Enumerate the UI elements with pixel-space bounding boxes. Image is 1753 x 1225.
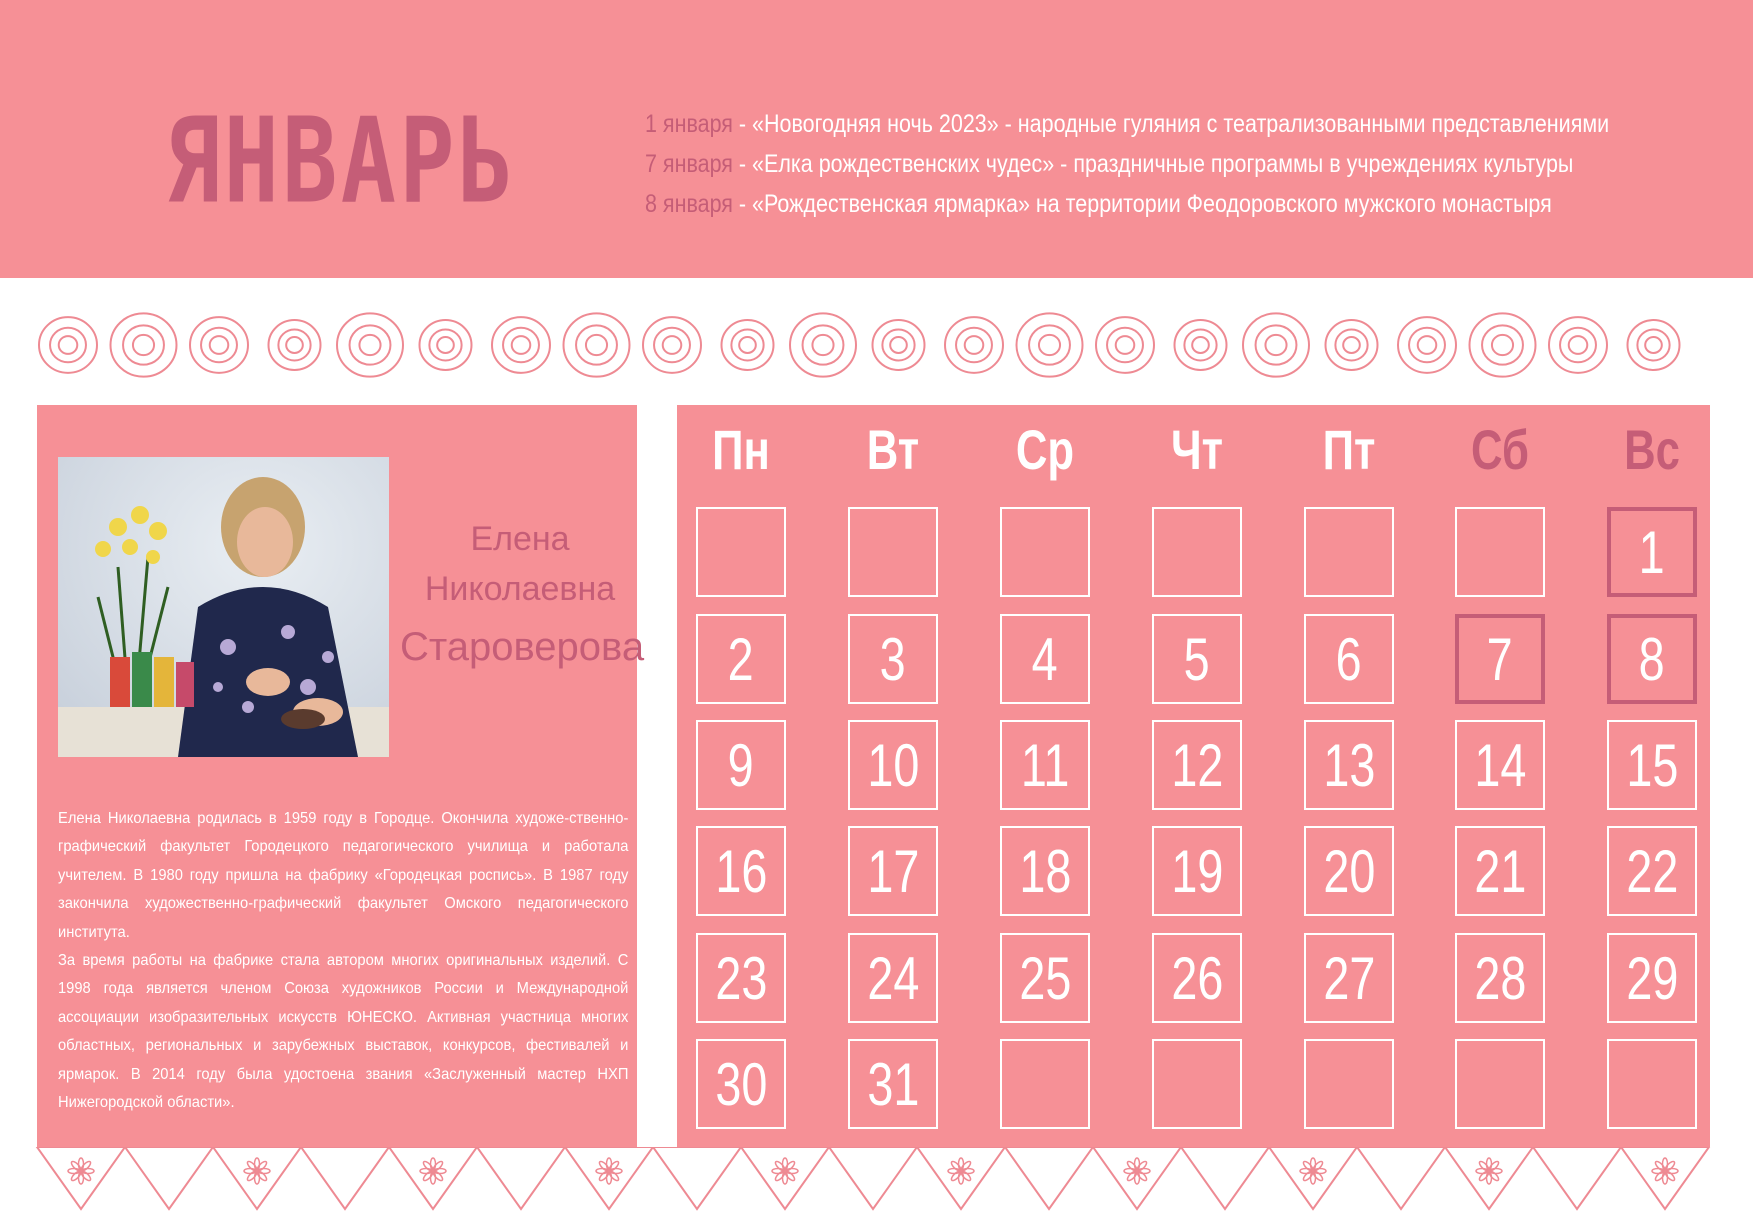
day-cell [848, 614, 938, 704]
triangle-ornament [125, 1147, 213, 1209]
empty-day-cell [1455, 1039, 1545, 1129]
day-cell [696, 1039, 786, 1129]
day-number: 30 [714, 1050, 768, 1118]
triangle-ornament [653, 1147, 741, 1209]
circle-ornament [945, 317, 1003, 373]
day-number: 17 [866, 837, 920, 905]
triangle-ornament [1005, 1147, 1093, 1209]
circle-ornament [1549, 317, 1607, 373]
empty-day-cell [848, 507, 938, 597]
day-number: 24 [866, 944, 920, 1012]
event-line [645, 190, 1552, 219]
day-cell [1000, 720, 1090, 810]
triangle-ornament [1621, 1147, 1709, 1209]
circle-ornament [269, 320, 321, 370]
day-cell [848, 826, 938, 916]
day-number: 10 [866, 731, 920, 799]
circle-ornament [564, 313, 630, 376]
day-cell [848, 933, 938, 1023]
day-cell [696, 826, 786, 916]
circle-ornament [1470, 313, 1536, 376]
event-text: - «Рождественская ярмарка» на территории Феодоровского мужского монастыря [732, 190, 1552, 218]
triangle-ornament [565, 1147, 653, 1209]
circle-ornament [1398, 317, 1456, 373]
event-date: 8 января [645, 190, 733, 218]
day-number: 6 [1335, 625, 1363, 693]
event-date: 7 января [645, 150, 733, 178]
triangle-ornament [213, 1147, 301, 1209]
empty-day-cell [1455, 507, 1545, 597]
day-cell [1455, 614, 1545, 704]
circle-ornament [1243, 313, 1309, 376]
circle-ornament [190, 317, 248, 373]
weekday-label: Чт [1170, 418, 1224, 481]
circle-ornament [873, 320, 925, 370]
circle-ornament [1175, 320, 1227, 370]
day-cell [848, 1039, 938, 1129]
day-cell [696, 720, 786, 810]
day-cell [1304, 933, 1394, 1023]
circle-ornament [337, 313, 403, 376]
triangle-ornament [301, 1147, 389, 1209]
day-cell [1152, 614, 1242, 704]
circle-ornament [722, 320, 774, 370]
circle-ornament-border [0, 300, 1753, 390]
artist-photo [58, 457, 389, 757]
day-number: 2 [727, 625, 755, 693]
day-number: 27 [1322, 944, 1376, 1012]
day-cell [1152, 826, 1242, 916]
day-cell [1152, 720, 1242, 810]
day-cell [1152, 933, 1242, 1023]
event-date: 1 января [645, 110, 733, 138]
empty-day-cell [1304, 1039, 1394, 1129]
triangle-ornament-border [0, 1147, 1753, 1217]
day-cell [1607, 614, 1697, 704]
weekday-label: Пн [712, 418, 770, 481]
day-cell [1000, 826, 1090, 916]
empty-day-cell [1304, 507, 1394, 597]
empty-day-cell [1152, 507, 1242, 597]
artist-surname: Староверова [400, 625, 645, 669]
day-number: 1 [1638, 518, 1666, 586]
triangle-ornament [1093, 1147, 1181, 1209]
day-cell [1607, 720, 1697, 810]
day-number: 25 [1018, 944, 1072, 1012]
triangle-ornament [477, 1147, 565, 1209]
empty-day-cell [1152, 1039, 1242, 1129]
weekday-label: Вт [866, 418, 920, 481]
circle-ornament [1326, 320, 1378, 370]
empty-day-cell [1000, 1039, 1090, 1129]
day-number: 7 [1486, 625, 1514, 693]
event-line [645, 150, 1573, 179]
event-line [645, 110, 1609, 139]
day-cell [1304, 614, 1394, 704]
day-number: 29 [1625, 944, 1679, 1012]
artist-patronymic: Николаевна [424, 570, 616, 608]
day-number: 9 [727, 731, 755, 799]
triangle-ornament [917, 1147, 1005, 1209]
artist-first-name: Елена [470, 520, 570, 558]
day-number: 26 [1170, 944, 1224, 1012]
circle-ornament [1096, 317, 1154, 373]
day-number: 23 [714, 944, 768, 1012]
event-text: - «Елка рождественских чудес» - праздничные программы в учреждениях культуры [732, 150, 1574, 178]
day-number: 4 [1031, 625, 1059, 693]
triangle-ornament [1181, 1147, 1269, 1209]
day-number: 18 [1018, 837, 1072, 905]
day-cell [1607, 507, 1697, 597]
circle-ornament [643, 317, 701, 373]
day-cell [848, 720, 938, 810]
day-cell [1455, 933, 1545, 1023]
triangle-ornament [389, 1147, 477, 1209]
day-number: 12 [1170, 731, 1224, 799]
day-cell [1607, 826, 1697, 916]
triangle-ornament [1357, 1147, 1445, 1209]
triangle-ornament [1533, 1147, 1621, 1209]
day-number: 21 [1473, 837, 1527, 905]
bio-paragraph: За время работы на фабрике стала автором многих оригинальных изделий. С 1998 года является членом Союза художников России и Международной ассоциации изобразительных искусств ЮНЕСКО. Активная участница многих областных, региональных и зарубежных выставок, конкурсов, фестивалей и ярмарок. В 2014 году была удостоена звания «Заслуженный мастер НХП Нижегородской области». [58, 952, 629, 1112]
triangle-ornament [1269, 1147, 1357, 1209]
bio-paragraph: Елена Николаевна родилась в 1959 году в Городце. Окончила художе-ственно-графический факультет Городецкого педагогического училища и работала учителем. В 1980 году пришла на фабрику «Городецкая роспись». В 1987 году закончила художественно-графический факультет Омского педагогического института. [58, 810, 629, 941]
weekday-label: Вс [1624, 418, 1680, 481]
triangle-ornament [1445, 1147, 1533, 1209]
day-number: 3 [879, 625, 907, 693]
day-number: 20 [1322, 837, 1376, 905]
day-cell [696, 614, 786, 704]
weekday-label: Ср [1015, 418, 1075, 481]
circle-ornament [111, 313, 177, 376]
triangle-ornament [741, 1147, 829, 1209]
day-number: 28 [1473, 944, 1527, 1012]
day-number: 8 [1638, 625, 1666, 693]
day-number: 14 [1473, 731, 1527, 799]
month-title: ЯНВАРЬ [165, 93, 517, 230]
day-number: 11 [1020, 731, 1070, 799]
empty-day-cell [1607, 1039, 1697, 1129]
day-number: 13 [1322, 731, 1376, 799]
empty-day-cell [1000, 507, 1090, 597]
day-number: 16 [714, 837, 768, 905]
day-number: 19 [1170, 837, 1224, 905]
day-number: 31 [866, 1050, 920, 1118]
day-cell [1455, 720, 1545, 810]
weekday-label: Сб [1471, 418, 1529, 481]
circle-ornament [420, 320, 472, 370]
day-cell [1000, 614, 1090, 704]
weekday-label: Пт [1322, 418, 1376, 481]
circle-ornament [790, 313, 856, 376]
circle-ornament [1017, 313, 1083, 376]
day-cell [1455, 826, 1545, 916]
circle-ornament [1628, 320, 1680, 370]
day-cell [1304, 826, 1394, 916]
triangle-ornament [829, 1147, 917, 1209]
day-number: 15 [1625, 731, 1679, 799]
day-number: 22 [1625, 837, 1679, 905]
event-text: - «Новогодняя ночь 2023» - народные гуляния с театрализованными представлениями [732, 110, 1610, 138]
day-number: 5 [1183, 625, 1211, 693]
circle-ornament [492, 317, 550, 373]
triangle-ornament [37, 1147, 125, 1209]
day-cell [696, 933, 786, 1023]
day-cell [1000, 933, 1090, 1023]
day-cell [1607, 933, 1697, 1023]
empty-day-cell [696, 507, 786, 597]
day-cell [1304, 720, 1394, 810]
artist-biography [58, 805, 628, 1117]
circle-ornament [39, 317, 97, 373]
